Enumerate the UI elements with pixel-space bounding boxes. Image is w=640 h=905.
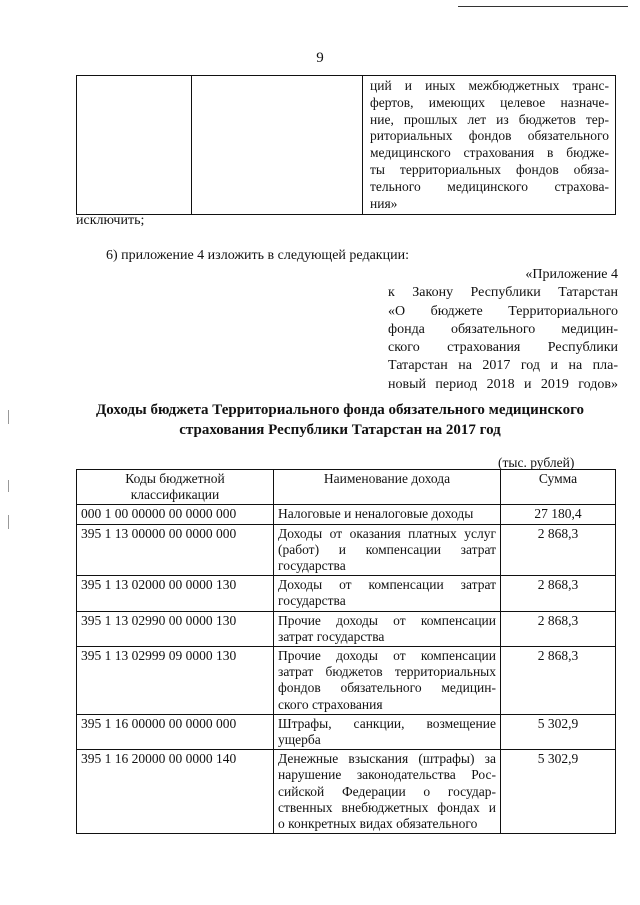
row-code: 000 1 00 00000 00 0000 000: [77, 505, 274, 524]
cell-line: ций и иных межбюджетных транс-: [370, 78, 609, 93]
appendix-line: Татарстан на 2017 год и на пла-: [388, 358, 618, 374]
table-row: [77, 576, 616, 611]
table-row: [77, 714, 616, 749]
row-code: 395 1 13 02990 00 0000 130: [77, 611, 274, 646]
margin-mark: [8, 515, 9, 529]
header-name: Наименование дохода: [274, 470, 501, 505]
row-name: Доходы от компенсации затрат государства: [274, 576, 501, 611]
appendix-header: [388, 266, 618, 394]
appendix-line: ского страхования Республики: [388, 340, 618, 356]
cell-line: тельного медицинского страхова-: [370, 178, 609, 194]
row-code: 395 1 13 02999 09 0000 130: [77, 647, 274, 715]
cell-line: фертов, имеющих целевое назначе-: [370, 94, 609, 110]
table-row: [77, 505, 616, 524]
row-code: 395 1 16 20000 00 0000 140: [77, 750, 274, 834]
document-title: [60, 400, 620, 440]
appendix-line: фонда обязательного медицин-: [388, 321, 618, 337]
appendix-line: новый период 2018 и 2019 годов»: [388, 376, 618, 392]
unit-label: (тыс. рублей): [498, 455, 575, 470]
row-sum: 2 868,3: [501, 611, 616, 646]
margin-mark: [8, 480, 9, 492]
cell-line: ние, прошлых лет из бюджетов тер-: [370, 111, 609, 127]
row-sum: 5 302,9: [501, 714, 616, 749]
table-header-row: [77, 470, 616, 505]
row-sum: 27 180,4: [501, 505, 616, 524]
table-row: [77, 524, 616, 576]
table-row: [77, 611, 616, 646]
row-name: Налоговые и неналоговые доходы: [274, 505, 501, 524]
row-sum: 2 868,3: [501, 524, 616, 576]
cell-line: риториальных фондов обязательного: [370, 128, 609, 144]
row-name: Штрафы, санкции, возмещение ущерба: [274, 714, 501, 749]
empty-cell: [192, 76, 363, 215]
empty-cell: [77, 76, 192, 215]
header-code: Коды бюджетной классификации: [77, 470, 274, 505]
page-number: 9: [316, 50, 324, 66]
row-code: 395 1 13 00000 00 0000 000: [77, 524, 274, 576]
title-line: страхования Республики Татарстан на 2017 год: [179, 422, 501, 438]
row-code: 395 1 13 02000 00 0000 130: [77, 576, 274, 611]
continuation-table: [76, 75, 616, 215]
row-code: 395 1 16 00000 00 0000 000: [77, 714, 274, 749]
table-row: [77, 750, 616, 834]
header-sum: Сумма: [501, 470, 616, 505]
margin-mark: [8, 410, 9, 424]
title-line: Доходы бюджета Территориального фонда обязательного медицинского: [95, 402, 585, 418]
row-sum: 2 868,3: [501, 647, 616, 715]
row-name: Доходы от оказания платных услуг (работ) и компенсации затрат государства: [274, 524, 501, 576]
row-sum: 2 868,3: [501, 576, 616, 611]
income-table: [76, 469, 616, 834]
appendix-line: «Приложение 4: [525, 267, 618, 282]
appendix-line: к Закону Республики Татарстан: [388, 285, 618, 301]
cell-line: ты территориальных фондов обяза-: [370, 161, 609, 177]
row-name: Прочие доходы от компенсации затрат бюджетов территориальных фондов обязательного медицин- ского страхования: [274, 647, 501, 715]
item-text: 6) приложение 4 изложить в следующей редакции:: [106, 248, 409, 263]
cell-line: медицинского страхования в бюдже-: [370, 145, 609, 161]
cell-line: ния»: [370, 195, 398, 211]
table-row: [77, 647, 616, 715]
row-name: Прочие доходы от компенсации затрат государства: [274, 611, 501, 646]
row-sum: 5 302,9: [501, 750, 616, 834]
row-name: Денежные взыскания (штрафы) за нарушение законодательства Рос- сийской Федерации о государ- ственных внебюджетных фондах и о конкретных видах обязательного: [274, 750, 501, 834]
continuation-cell: [363, 76, 616, 215]
header-rule: [458, 6, 628, 7]
exclude-text: исключить;: [76, 213, 145, 228]
appendix-line: «О бюджете Территориального: [388, 303, 618, 319]
